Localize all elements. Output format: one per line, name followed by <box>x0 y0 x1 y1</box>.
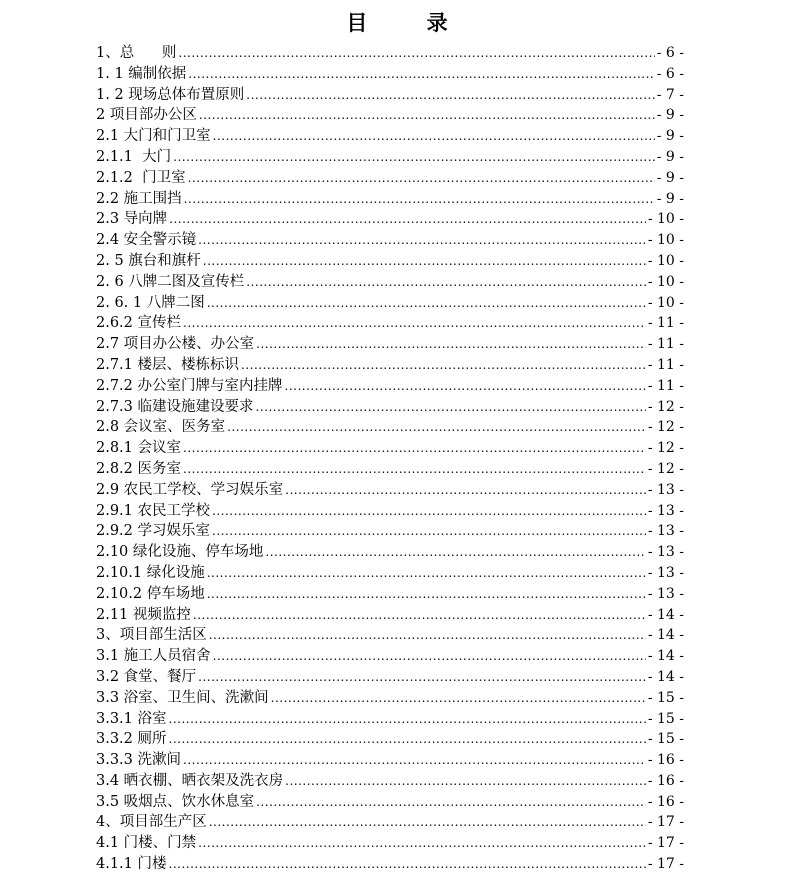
toc-dot-leader <box>169 729 646 750</box>
toc-entry[interactable] <box>96 688 684 709</box>
toc-entry[interactable] <box>96 147 684 168</box>
toc-dot-leader <box>203 251 646 272</box>
toc-entry[interactable] <box>96 584 684 605</box>
toc-entry-page-number: - 13 - <box>647 564 684 581</box>
toc-entry-label: 1. 2 现场总体布置原则 <box>96 86 245 103</box>
toc-dot-leader <box>285 480 646 501</box>
toc-entry-label: 4.1 门楼、门禁 <box>96 835 197 852</box>
toc-entry-page-number: - 10 - <box>647 232 684 249</box>
toc-entry-page-number: - 10 - <box>647 273 684 290</box>
toc-entry-page-number: - 17 - <box>647 856 684 873</box>
toc-dot-leader <box>246 272 646 293</box>
toc-dot-leader <box>207 584 646 605</box>
toc-dot-leader <box>285 376 646 397</box>
toc-dot-leader <box>188 168 655 189</box>
toc-entry-page-number: - 10 - <box>647 252 684 269</box>
toc-dot-leader <box>173 147 655 168</box>
toc-entry[interactable] <box>96 376 684 397</box>
toc-dot-leader <box>209 812 646 833</box>
toc-entry-label: 2.6.2 宣传栏 <box>96 315 182 332</box>
toc-dot-leader <box>188 64 654 85</box>
toc-entry[interactable] <box>96 459 684 480</box>
toc-entry-label: 2 项目部办公区 <box>96 107 197 124</box>
toc-entry-page-number: - 10 - <box>647 294 684 311</box>
toc-entry-label: 3.4 晒衣棚、晒衣架及洗衣房 <box>96 772 284 789</box>
toc-entry-page-number: - 17 - <box>647 814 684 831</box>
toc-entry-label: 2. 6. 1 八牌二图 <box>96 294 205 311</box>
toc-entry-page-number: - 13 - <box>647 481 684 498</box>
toc-entry-label: 2.7.2 办公室门牌与室内挂牌 <box>96 377 283 394</box>
toc-entry-page-number: - 9 - <box>656 107 684 124</box>
toc-entry-label: 1. 1 编制依据 <box>96 65 187 82</box>
table-of-contents <box>96 43 684 875</box>
toc-dot-leader <box>183 750 646 771</box>
toc-dot-leader <box>246 85 654 106</box>
toc-entry-label: 2.7 项目办公楼、办公室 <box>96 336 255 353</box>
toc-dot-leader <box>265 542 645 563</box>
toc-entry-label: 2. 6 八牌二图及宣传栏 <box>96 273 245 290</box>
toc-dot-leader <box>198 230 646 251</box>
toc-entry-label: 2.9.1 农民工学校 <box>96 502 211 519</box>
toc-dot-leader <box>209 625 646 646</box>
toc-entry[interactable] <box>96 189 684 210</box>
toc-entry[interactable] <box>96 293 684 314</box>
toc-entry-label: 2.9 农民工学校、学习娱乐室 <box>96 481 284 498</box>
toc-entry-label: 2.8.2 医务室 <box>96 460 182 477</box>
toc-entry-page-number: - 14 - <box>647 606 684 623</box>
toc-entry[interactable] <box>96 313 684 334</box>
toc-entry-page-number: - 13 - <box>647 544 684 561</box>
toc-entry[interactable] <box>96 542 684 563</box>
toc-entry-page-number: - 12 - <box>647 419 684 436</box>
toc-entry-page-number: - 12 - <box>647 460 684 477</box>
toc-entry-page-number: - 16 - <box>647 793 684 810</box>
toc-entry[interactable] <box>96 792 684 813</box>
toc-entry[interactable] <box>96 251 684 272</box>
toc-entry-label: 2.7.3 临建设施建设要求 <box>96 398 254 415</box>
toc-entry-page-number: - 13 - <box>647 523 684 540</box>
toc-entry-label: 2.1 大门和门卫室 <box>96 128 211 145</box>
toc-dot-leader <box>183 313 646 334</box>
toc-entry-page-number: - 11 - <box>647 356 684 373</box>
toc-dot-leader <box>178 43 654 64</box>
toc-dot-leader <box>183 459 646 480</box>
toc-dot-leader <box>207 293 646 314</box>
toc-entry[interactable] <box>96 64 684 85</box>
toc-entry-page-number: - 14 - <box>647 627 684 644</box>
toc-dot-leader <box>198 667 646 688</box>
toc-dot-leader <box>256 334 646 355</box>
toc-dot-leader <box>199 105 655 126</box>
toc-entry[interactable] <box>96 812 684 833</box>
toc-entry-label: 3、项目部生活区 <box>96 627 207 644</box>
page-title: 目 录 <box>346 10 474 35</box>
toc-entry[interactable] <box>96 85 684 106</box>
toc-dot-leader <box>227 417 646 438</box>
toc-entry-label: 1、总 则 <box>96 45 177 61</box>
toc-entry[interactable] <box>96 43 684 64</box>
toc-entry-label: 2.9.2 学习娱乐室 <box>96 523 211 540</box>
toc-entry-page-number: - 14 - <box>647 668 684 685</box>
toc-entry-label: 2.10.1 绿化设施 <box>96 564 205 581</box>
toc-entry-label: 2.1.2 门卫室 <box>96 169 186 186</box>
toc-entry-label: 4.1.1 门楼 <box>96 856 167 873</box>
toc-entry-page-number: - 9 - <box>656 169 684 186</box>
toc-dot-leader <box>169 209 646 230</box>
toc-entry-label: 3.2 食堂、餐厅 <box>96 668 197 685</box>
toc-entry[interactable] <box>96 501 684 522</box>
toc-entry[interactable] <box>96 105 684 126</box>
toc-entry[interactable] <box>96 126 684 147</box>
toc-entry-page-number: - 15 - <box>647 689 684 706</box>
toc-entry-page-number: - 11 - <box>647 377 684 394</box>
toc-entry-label: 2.2 施工围挡 <box>96 190 182 207</box>
toc-dot-leader <box>193 605 646 626</box>
toc-entry-page-number: - 6 - <box>656 65 684 82</box>
toc-dot-leader <box>212 501 646 522</box>
toc-dot-leader <box>256 792 646 813</box>
toc-entry[interactable] <box>96 209 684 230</box>
toc-dot-leader <box>184 189 655 210</box>
toc-entry[interactable] <box>96 168 684 189</box>
toc-dot-leader <box>183 438 646 459</box>
toc-entry-label: 2.8 会议室、医务室 <box>96 419 226 436</box>
toc-entry-page-number: - 16 - <box>647 772 684 789</box>
toc-entry-page-number: - 6 - <box>656 45 684 61</box>
toc-entry-page-number: - 13 - <box>647 585 684 602</box>
toc-entry-label: 2.4 安全警示镜 <box>96 232 197 249</box>
toc-entry-page-number: - 17 - <box>647 835 684 852</box>
toc-dot-leader <box>271 688 646 709</box>
toc-entry[interactable] <box>96 605 684 626</box>
toc-entry-label: 2.10 绿化设施、停车场地 <box>96 544 264 561</box>
toc-entry-page-number: - 10 - <box>647 211 684 228</box>
toc-entry-label: 2.3 导向牌 <box>96 211 168 228</box>
toc-dot-leader <box>256 397 646 418</box>
toc-entry-label: 2.11 视频监控 <box>96 606 191 623</box>
toc-entry-label: 3.5 吸烟点、饮水休息室 <box>96 793 255 810</box>
toc-entry-label: 2.7.1 楼层、楼栋标识 <box>96 356 240 373</box>
toc-dot-leader <box>207 563 646 584</box>
toc-entry-label: 3.3 浴室、卫生间、洗漱间 <box>96 689 269 706</box>
toc-entry-label: 2.10.2 停车场地 <box>96 585 205 602</box>
toc-entry-page-number: - 15 - <box>647 710 684 727</box>
toc-entry[interactable] <box>96 854 684 875</box>
toc-dot-leader <box>169 854 646 875</box>
toc-entry-page-number: - 7 - <box>656 86 684 103</box>
toc-entry[interactable] <box>96 334 684 355</box>
toc-entry[interactable] <box>96 625 684 646</box>
toc-entry-label: 3.3.1 浴室 <box>96 710 167 727</box>
toc-entry-label: 2.8.1 会议室 <box>96 440 182 457</box>
toc-entry[interactable] <box>96 230 684 251</box>
toc-entry[interactable] <box>96 563 684 584</box>
toc-entry[interactable] <box>96 771 684 792</box>
toc-entry[interactable] <box>96 355 684 376</box>
toc-entry[interactable] <box>96 667 684 688</box>
toc-entry-label: 2. 5 旗台和旗杆 <box>96 252 201 269</box>
toc-entry-label: 3.3.2 厕所 <box>96 731 167 748</box>
toc-entry[interactable] <box>96 729 684 750</box>
toc-entry-page-number: - 9 - <box>656 148 684 165</box>
toc-entry[interactable] <box>96 833 684 854</box>
toc-entry-label: 2.1.1 大门 <box>96 148 172 165</box>
toc-entry-page-number: - 14 - <box>647 648 684 665</box>
toc-entry-label: 3.3.3 洗漱间 <box>96 752 182 769</box>
toc-entry[interactable] <box>96 438 684 459</box>
toc-entry[interactable] <box>96 417 684 438</box>
toc-entry-label: 3.1 施工人员宿舍 <box>96 648 211 665</box>
toc-dot-leader <box>213 646 646 667</box>
toc-entry[interactable] <box>96 521 684 542</box>
toc-entry-page-number: - 12 - <box>647 440 684 457</box>
toc-dot-leader <box>198 833 646 854</box>
toc-entry-page-number: - 11 - <box>647 315 684 332</box>
toc-entry-label: 4、项目部生产区 <box>96 814 207 831</box>
toc-dot-leader <box>285 771 646 792</box>
toc-dot-leader <box>213 126 655 147</box>
toc-dot-leader <box>241 355 646 376</box>
toc-entry[interactable] <box>96 480 684 501</box>
toc-dot-leader <box>212 521 646 542</box>
toc-entry[interactable] <box>96 397 684 418</box>
toc-entry-page-number: - 13 - <box>647 502 684 519</box>
toc-entry[interactable] <box>96 709 684 730</box>
toc-entry[interactable] <box>96 646 684 667</box>
toc-entry-page-number: - 16 - <box>647 752 684 769</box>
toc-entry-page-number: - 12 - <box>647 398 684 415</box>
toc-dot-leader <box>169 709 646 730</box>
toc-entry-page-number: - 9 - <box>656 190 684 207</box>
toc-entry[interactable] <box>96 272 684 293</box>
toc-entry-page-number: - 15 - <box>647 731 684 748</box>
toc-entry-page-number: - 9 - <box>656 128 684 145</box>
toc-entry-page-number: - 11 - <box>647 336 684 353</box>
toc-entry[interactable] <box>96 750 684 771</box>
